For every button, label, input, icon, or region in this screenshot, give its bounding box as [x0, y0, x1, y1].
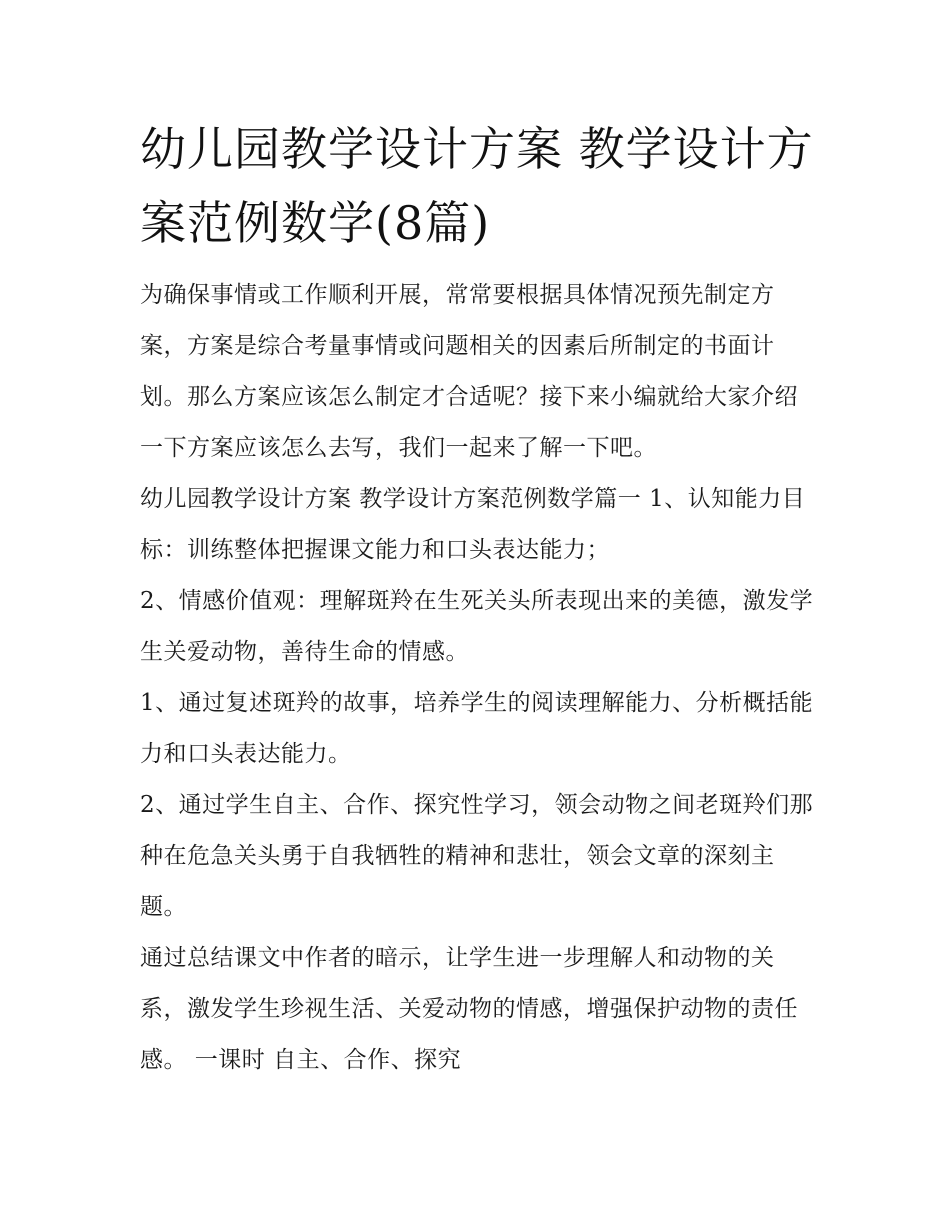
document-body	[140, 112, 815, 1086]
method-goal-2-paragraph: 2、通过学生自主、合作、探究性学习，领会动物之间老斑羚们那种在危急关头勇于自我牺牲的精神和悲壮，领会文章的深刻主题。	[140, 792, 814, 920]
method-goal-1-paragraph: 1、通过复述斑羚的故事，培养学生的阅读理解能力、分析概括能力和口头表达能力。	[140, 690, 814, 767]
section-heading-paragraph: 幼儿园教学设计方案 教学设计方案范例数学篇一 1、认知能力目标：训练整体把握课文能力和口头表达能力；	[140, 486, 806, 563]
summary-paragraph: 通过总结课文中作者的暗示，让学生进一步理解人和动物的关系，激发学生珍视生活、关爱动物的情感，增强保护动物的责任感。 一课时 自主、合作、探究	[140, 945, 798, 1073]
intro-paragraph: 为确保事情或工作顺利开展，常常要根据具体情况预先制定方案，方案是综合考量事情或问题相关的因素后所制定的书面计划。那么方案应该怎么制定才合适呢？接下来小编就给大家介绍一下方案应该怎么去写，我们一起来了解一下吧。	[140, 282, 798, 461]
document-title: 幼儿园教学设计方案 教学设计方案范例数学(8篇)	[140, 122, 814, 250]
values-goal-paragraph: 2、情感价值观：理解斑羚在生死关头所表现出来的美德，激发学生关爱动物，善待生命的情感。	[140, 588, 814, 665]
